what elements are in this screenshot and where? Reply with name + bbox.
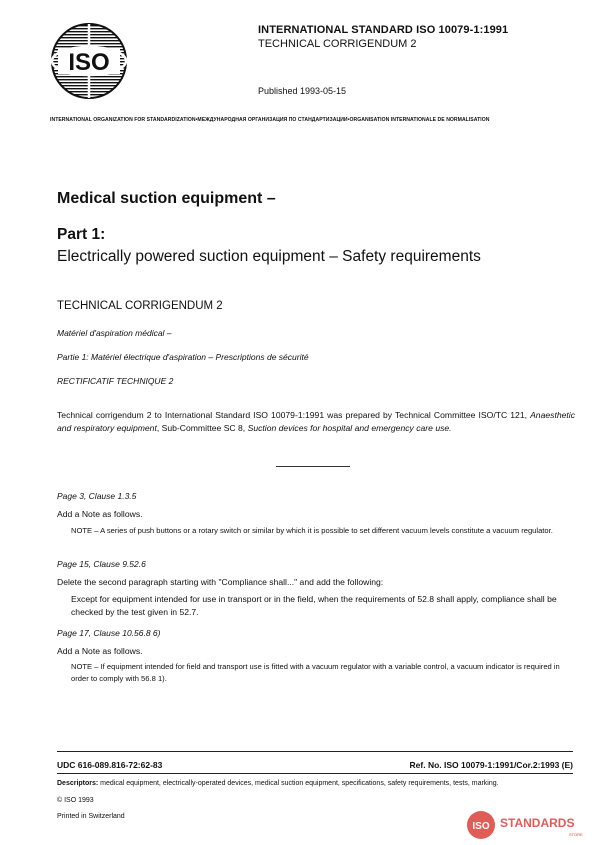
standards-store-watermark: [466, 810, 594, 840]
descriptors: [57, 780, 499, 787]
descriptors-label: Descriptors:: [57, 780, 99, 787]
part-subtitle: Electrically powered suction equipment – Safety requirements: [57, 248, 481, 265]
udc-number: UDC 616-089.816-72:62-83: [57, 760, 163, 770]
iso-logo: [50, 22, 128, 100]
change-instruction: Delete the second paragraph starting with "Compliance shall..." and add the following:: [57, 577, 384, 587]
descriptors-text: medical equipment, electrically-operated devices, medical suction equipment, specifications, safety requirements, tests, marking.: [98, 780, 499, 787]
standard-title: INTERNATIONAL STANDARD ISO 10079-1:1991: [258, 24, 509, 36]
subcommittee-title: Suction devices for hospital and emergency care use.: [247, 422, 452, 433]
organization-line: INTERNATIONAL ORGANIZATION FOR STANDARDIZATION•МЕЖДУНАРОДНАЯ ОРГАНИЗАЦИЯ ПО СТАНДАРТИЗАЦИИ•ORGANISATION INTERNATIONALE DE NORMALISATION: [50, 117, 490, 123]
change-content: NOTE – A series of push buttons or a rotary switch or similar by which it is possible to set different vacuum levels constitute a vacuum regulator.: [71, 526, 553, 535]
intro-text: Technical corrigendum 2 to International Standard ISO 10079-1:1991 was prepared by Technical Committee ISO/TC 121,: [57, 410, 527, 420]
french-corrigendum: RECTIFICATIF TECHNIQUE 2: [57, 376, 174, 386]
change-instruction: Add a Note as follows.: [57, 646, 143, 656]
footer-rule: [57, 751, 573, 752]
change-content: NOTE – If equipment intended for field and transport use is fitted with a vacuum regulator with a variable control, a vacuum indicator is required in order to comply with 56.8 1).: [71, 662, 560, 683]
corrigendum-label: TECHNICAL CORRIGENDUM 2: [258, 38, 417, 50]
reference-number: Ref. No. ISO 10079-1:1991/Cor.2:1993 (E): [409, 760, 573, 770]
part-label: Part 1:: [57, 226, 106, 243]
watermark-brand: STANDARDS: [500, 816, 575, 830]
technical-corrigendum-heading: TECHNICAL CORRIGENDUM 2: [57, 300, 223, 312]
change-ref: Page 3, Clause 1.3.5: [57, 491, 137, 501]
change-content: Except for equipment intended for use in transport or in the field, when the requirements of 52.8 shall apply, compliance shall be checked by the test given in 52.7.: [71, 594, 557, 617]
intro-paragraph: [57, 409, 575, 434]
change-instruction: Add a Note as follows.: [57, 509, 143, 519]
committee-title: Anaesthetic and respiratory equipment: [57, 410, 575, 433]
logo-text: ISO: [68, 49, 110, 76]
document-title: Medical suction equipment –: [57, 190, 276, 207]
publication-date: Published 1993-05-15: [258, 86, 347, 96]
french-part: Partie 1: Matériel électrique d'aspiration – Prescriptions de sécurité: [57, 352, 309, 362]
copyright: © ISO 1993: [57, 797, 94, 804]
footer-rule: [57, 773, 573, 774]
printed-location: Printed in Switzerland: [57, 813, 125, 820]
watermark-sub: STORE: [569, 832, 583, 837]
section-divider: [276, 466, 350, 467]
french-title: Matériel d'aspiration médical –: [57, 328, 172, 338]
intro-text-sc: , Sub-Committee SC 8,: [156, 422, 248, 433]
watermark-logo: ISO: [472, 821, 490, 832]
change-ref: Page 15, Clause 9.52.6: [57, 559, 146, 569]
change-ref: Page 17, Clause 10.56.8 6): [57, 628, 161, 638]
